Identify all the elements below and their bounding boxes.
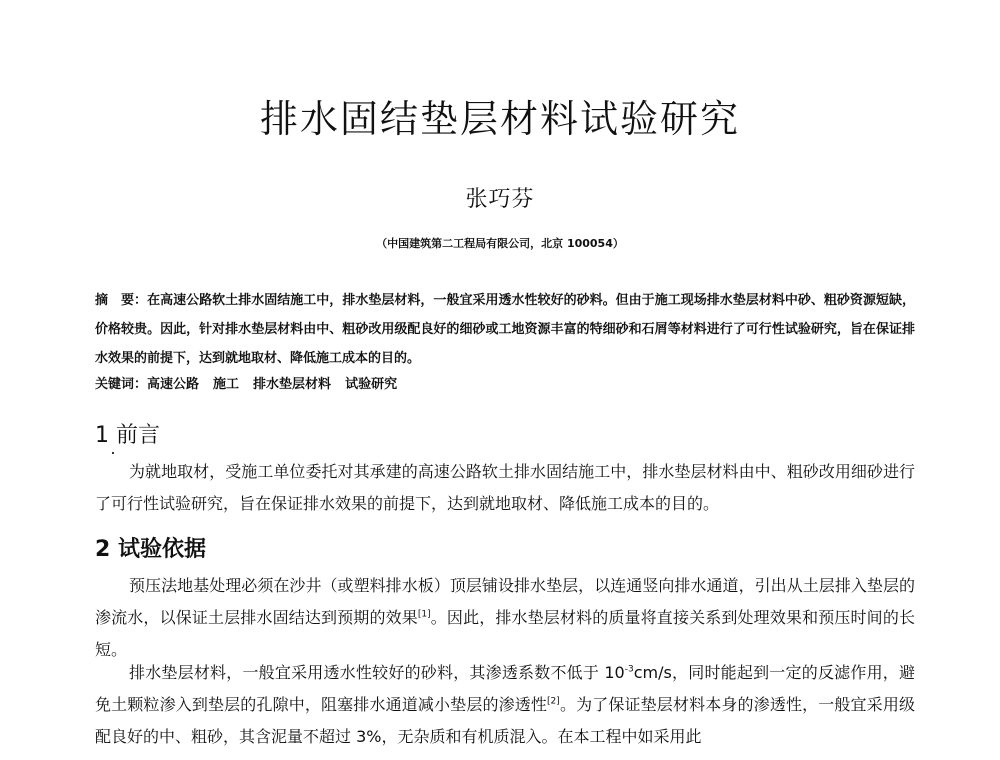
paragraph-text: 排水垫层材料，一般宜采用透水性较好的砂料，其渗透系数不低于 10	[129, 663, 625, 682]
section-2-paragraph-1	[95, 570, 915, 666]
keyword: 施工	[213, 377, 240, 392]
paragraph-text: 。因此，排水垫层材料的质量将直接关系到处理效果和预压时间的长短。	[95, 608, 915, 659]
author-affiliation: （中国建筑第二工程局有限公司，北京 100054）	[376, 237, 624, 250]
paragraph-text: cm/s，同时能起到一定的反滤作用，避免土颗粒渗入到垫层的孔隙中，阻塞排水通道减小垫层的渗透性	[95, 663, 915, 714]
section-2-paragraph-2	[95, 657, 915, 753]
abstract-label: 摘 要：	[95, 293, 148, 308]
citation-ref: [2]	[547, 696, 560, 707]
author-name: 张巧芬	[465, 187, 535, 212]
paragraph-text: 预压法地基处理必须在沙井（或塑料排水板）顶层铺设排水垫层，以连通竖向排水通道，引出从土层排入垫层的渗流水，以保证土层排水固结达到预期的效果	[95, 576, 915, 627]
keyword: 试验研究	[345, 377, 398, 392]
keywords-label: 关键词：	[95, 377, 148, 392]
section-heading-1: 1 前言	[95, 423, 160, 448]
exponent: -3	[624, 664, 634, 675]
paper-title: 排水固结垫层材料试验研究	[259, 97, 740, 141]
abstract	[95, 286, 915, 373]
paragraph-text: 。为了保证垫层材料本身的渗透性，一般宜采用级配良好的中、粗砂，其含泥量不超过 3%，无杂质和有机质混入。在本工程中如采用此	[95, 695, 915, 746]
section-1-paragraph: 为就地取材，受施工单位委托对其承建的高速公路软土排水固结施工中，排水垫层材料由中、粗砂改用细砂进行了可行性试验研究，旨在保证排水效果的前提下，达到就地取材、降低施工成本的目的。	[95, 462, 915, 513]
keyword: 高速公路	[147, 377, 200, 392]
section-heading-2: 2 试验依据	[95, 537, 206, 562]
citation-ref: [1]	[417, 609, 431, 620]
stray-dot	[112, 452, 114, 454]
keyword: 排水垫层材料	[253, 377, 332, 392]
keywords	[95, 373, 915, 397]
abstract-text: 在高速公路软土排水固结施工中，排水垫层材料，一般宜采用透水性较好的砂料。但由于施工现场排水垫层材料中砂、粗砂资源短缺，价格较贵。因此，针对排水垫层材料由中、粗砂改用级配良好的细砂或工地资源丰富的特细砂和石屑等材料进行了可行性试验研究，旨在保证排水效果的前提下，达到就地取材、降低施工成本的目的。	[95, 293, 915, 366]
